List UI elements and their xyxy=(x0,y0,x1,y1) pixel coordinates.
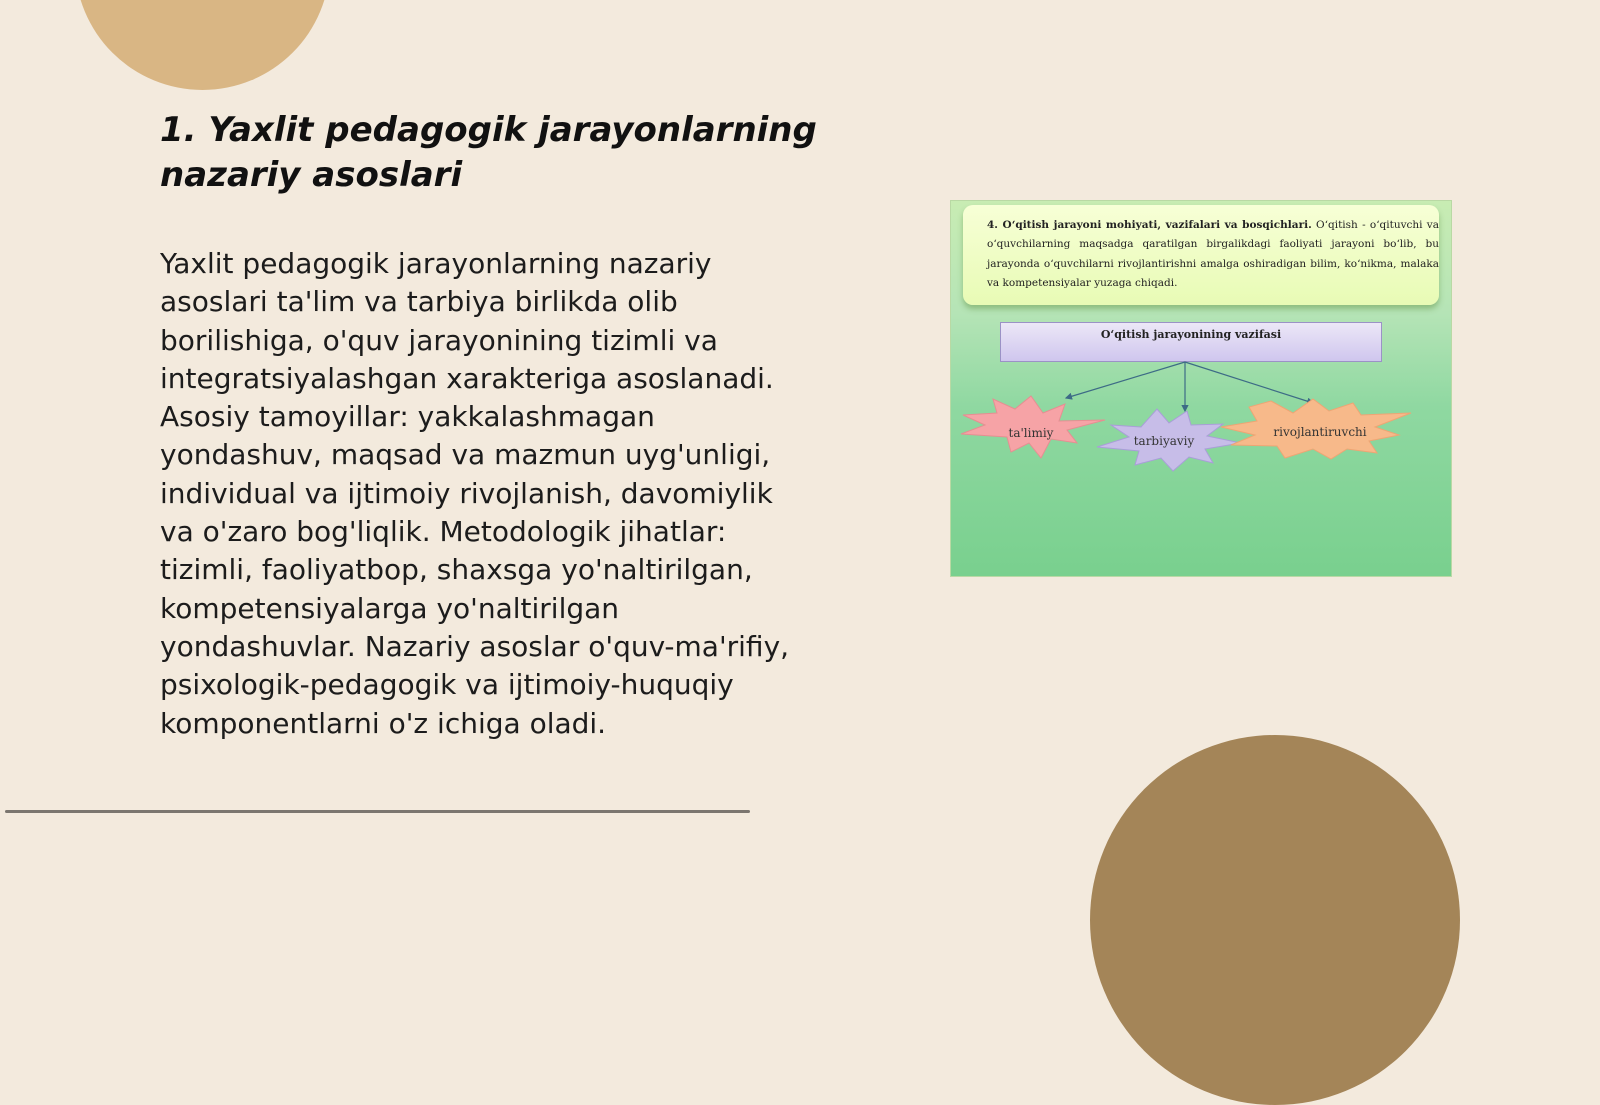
decorative-circle-top xyxy=(75,0,330,90)
body-line: individual va ijtimoiy rivojlanish, davomiylik xyxy=(160,476,773,510)
figure-connector-svg xyxy=(951,201,1451,576)
body-line: asoslari ta'lim va tarbiya birlikda olib xyxy=(160,285,678,319)
slide-title-line-2: nazariy asoslari xyxy=(160,155,463,195)
slide-title-line-1: 1. Yaxlit pedagogik jarayonlarning xyxy=(160,110,817,150)
connector-line-left xyxy=(1066,362,1185,398)
body-line: kompetensiyalarga yo'naltirilgan xyxy=(160,591,620,625)
node-label-talimiy: ta'limiy xyxy=(1008,426,1054,440)
body-line: yondashuv, maqsad va mazmun uyg'unligi, xyxy=(160,438,771,472)
figure-box-heading: 4. O‘qitish jarayoni mohiyati, vazifalari va bosqichlari. xyxy=(987,219,1312,231)
body-line: Asosiy tamoyillar: yakkalashmagan xyxy=(160,400,655,434)
figure-header-box: O‘qitish jarayonining vazifasi xyxy=(1000,322,1382,362)
horizontal-divider xyxy=(5,810,750,813)
body-line: komponentlarni o'z ichiga oladi. xyxy=(160,706,607,740)
body-line: borilishiga, o'quv jarayonining tizimli va xyxy=(160,323,718,357)
node-label-tarbiyaviy: tarbiyaviy xyxy=(1133,434,1195,448)
body-line: va o'zaro bog'liqlik. Metodologik jihatlar: xyxy=(160,515,727,549)
diagram-figure xyxy=(950,200,1452,577)
body-line: yondashuvlar. Nazariy asoslar o'quv-ma'rifiy, xyxy=(160,629,790,663)
body-line: tizimli, faoliyatbop, shaxsga yo'naltirilgan, xyxy=(160,553,753,587)
connector-line-right xyxy=(1185,362,1313,403)
body-line: psixologik-pedagogik va ijtimoiy-huquqiy xyxy=(160,668,734,702)
slide-body-text xyxy=(160,245,840,743)
figure-box-text: O‘qitish - o‘qituvchi va o‘quvchilarning maqsadga qaratilgan birgalikdagi faoliyati jarayoni bo‘lib, bu jarayonda o‘quvchilarni rivojlantirishni amalga oshiradigan bilim, ko‘nikma, malaka va kompetensiyalar yuzaga chiqadi. xyxy=(987,219,1439,289)
body-line: Yaxlit pedagogik jarayonlarning nazariy xyxy=(160,247,712,280)
decorative-circle-bottom xyxy=(1090,735,1460,1105)
node-label-rivojlantiruvchi: rivojlantiruvchi xyxy=(1273,425,1367,439)
slide-title xyxy=(160,108,860,198)
body-line: integratsiyalashgan xarakteriga asoslanadi. xyxy=(160,361,774,395)
